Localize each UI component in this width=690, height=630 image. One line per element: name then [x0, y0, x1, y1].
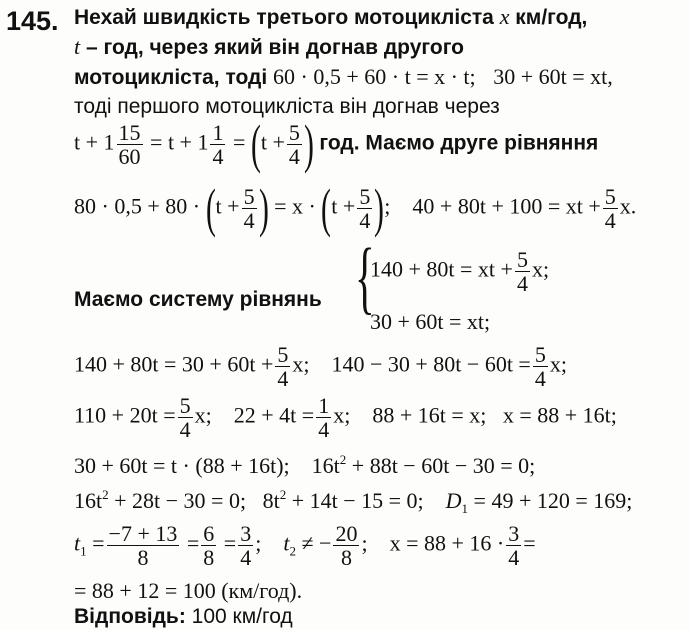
fraction: $\frac{15}{60}$ — [118, 119, 141, 169]
equation-line-9: 110 + 20t = $\frac{5}{4}$ x; 22 + 4t = $\frac{1}{4}$ x; 88 + 16t = x; x = 88 + 16t; — [74, 393, 617, 443]
right-paren: ) — [303, 114, 314, 174]
fraction: $\frac{1}{4}$ — [318, 393, 330, 443]
fraction: $\frac{6}{8}$ — [203, 521, 215, 571]
fraction: $\frac{3}{4}$ — [240, 521, 252, 571]
system-equation-1: 140 + 80t = xt + $\frac{5}{4}$ x; — [370, 247, 550, 297]
equation-line-11: $16t^2 + 28t - 30 = 0$; $8t^2 + 14t - 15 = 0$; $D_1 = 49 + 120 = 169$; — [74, 487, 633, 516]
equation-line-12: $t_1$ = $\frac{-7 + 13}{8}$ = $\frac{6}{8}$ = $\frac{3}{4}$ ; $t_2$ ≠ − $\frac{20}{8}$ ; x = 88 + 16 · $\frac{3}{4}$ = — [74, 521, 536, 571]
fraction: $\frac{5}{4}$ — [534, 342, 546, 392]
left-paren: ( — [250, 114, 261, 174]
fraction: $\frac{5}{4}$ — [277, 342, 289, 392]
fraction: $\frac{5}{4}$ — [359, 183, 371, 233]
fraction: $\frac{5}{4}$ — [243, 183, 255, 233]
fraction: $\frac{-7 + 13}{8}$ — [108, 521, 178, 571]
fraction: $\frac{3}{4}$ — [508, 521, 520, 571]
system-equation-2: 30 + 60t = xt; — [370, 309, 491, 334]
problem-number: 145. — [6, 6, 59, 36]
equation-line-6: 80 · 0,5 + 80 · (t + $\frac{5}{4}$ ) = x · (t + $\frac{5}{4}$ ); 40 + 80t + 100 = xt + $\frac{5}{4}$ x. — [74, 178, 637, 238]
intro-line-2: t – год, через який він догнав другого — [74, 34, 464, 59]
intro-line-4: тоді першого мотоцикліста він догнав через — [74, 95, 500, 118]
system-brace: { — [355, 231, 375, 322]
fraction: $\frac{20}{8}$ — [335, 521, 358, 571]
fraction: $\frac{5}{4}$ — [604, 183, 616, 233]
intro-line-3: мотоцикліста, тоді 60 · 0,5 + 60 · t = x · t; 30 + 60t = xt, — [74, 64, 613, 89]
answer: Відповідь: 100 км/год — [74, 605, 293, 628]
fraction: $\frac{5}{4}$ — [516, 247, 528, 297]
fraction: $\frac{5}{4}$ — [179, 393, 191, 443]
fraction: $\frac{1}{4}$ — [212, 119, 224, 169]
equation-line-8: 140 + 80t = 30 + 60t + $\frac{5}{4}$ x; 140 − 30 + 80t − 60t = $\frac{5}{4}$ x; — [74, 342, 567, 392]
intro-line-1: Нехай швидкість третього мотоцикліста x км/год, — [74, 4, 588, 29]
fraction: $\frac{5}{4}$ — [288, 119, 300, 169]
equation-line-5: t + 1 $\frac{15}{60}$ = t + 1 $\frac{1}{4}$ = (t + $\frac{5}{4}$ ) год. Маємо друге рівняння — [74, 114, 599, 174]
equation-line-10: 30 + 60t = t · (88 + 16t); $16t^2 + 88t - 60t - 30 = 0$; — [74, 452, 536, 478]
system-label: Маємо систему рівнянь — [74, 288, 322, 311]
equation-line-13: = 88 + 12 = 100 (км/год). — [74, 578, 303, 603]
